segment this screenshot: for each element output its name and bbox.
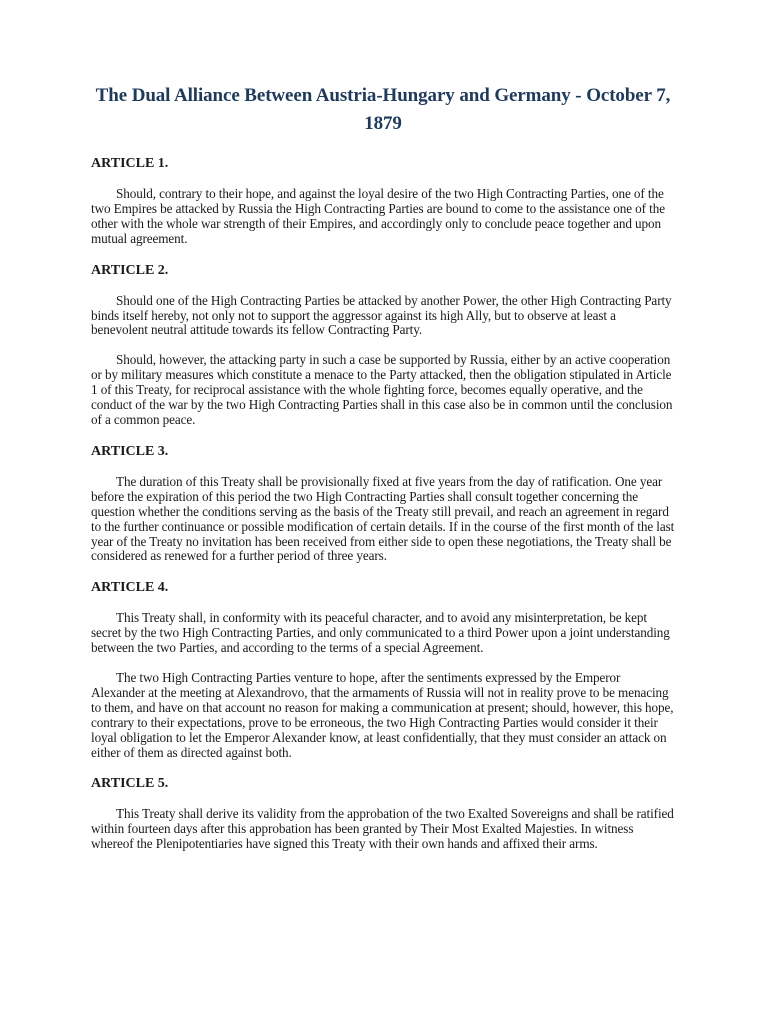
article-paragraph: Should, however, the attacking party in such a case be supported by Russia, either by an active cooperation or by military measures which constitute a menace to the Party attacked, then the obligation stipulated in Article 1 of this Treaty, for reciprocal assistance with the whole fighting force, becomes equally operative, and the conduct of the war by the two High Contracting Parties shall in this case also be in common until the conclusion of a common peace.	[91, 352, 673, 427]
article-1	[91, 155, 675, 247]
article-4	[91, 579, 675, 760]
article-paragraph: Should, contrary to their hope, and against the loyal desire of the two High Contracting Parties, one of the two Empires be attacked by Russia the High Contracting Parties are bound to come to the assistance one of the other with the whole war strength of their Empires, and accordingly only to conclude peace together and upon mutual agreement.	[91, 186, 665, 246]
article-paragraph: The two High Contracting Parties venture to hope, after the sentiments expressed by the Emperor Alexander at the meeting at Alexandrovo, that the armaments of Russia will not in reality prove to be menacing to them, and have on that account no reason for making a communication at present; should, however, this hope, contrary to their expectations, prove to be erroneous, the two High Contracting Parties would consider it their loyal obligation to let the Emperor Alexander know, at least confidentially, that they must consider an attack on either of them as directed against both.	[91, 670, 674, 760]
article-paragraph: Should one of the High Contracting Parties be attacked by another Power, the other High Contracting Party binds itself hereby, not only not to support the aggressor against its high Ally, but to observe at least a benevolent neutral attitude towards its fellow Contracting Party.	[91, 292, 672, 338]
document-title: The Dual Alliance Between Austria-Hungary and Germany - October 7, 1879	[95, 85, 671, 134]
article-2	[91, 262, 675, 428]
article-heading: ARTICLE 3.	[91, 443, 169, 459]
document-page	[91, 82, 675, 867]
article-paragraph: This Treaty shall derive its validity from the approbation of the two Exalted Sovereigns and shall be ratified within fourteen days after this approbation has been granted by Their Most Exalted Majesties. In witness whereof the Plenipotentiaries have signed this Treaty with their own hands and affixed their arms.	[91, 806, 674, 852]
article-heading: ARTICLE 4.	[91, 580, 169, 596]
article-paragraph: The duration of this Treaty shall be provisionally fixed at five years from the day of ratification. One year before the expiration of this period the two High Contracting Parties shall consult together concerning the question whether the conditions serving as the basis of the Treaty still prevail, and reach an agreement in regard to the further continuance or possible modification of certain details. If in the course of the first month of the last year of the Treaty no invitation has been received from either side to open these negotiations, the Treaty shall be considered as renewed for a further period of three years.	[91, 473, 675, 564]
article-paragraph: This Treaty shall, in conformity with its peaceful character, and to avoid any misinterpretation, be kept secret by the two High Contracting Parties, and only communicated to a third Power upon a joint understanding between the two Parties, and according to the terms of a special Agreement.	[91, 610, 670, 656]
article-heading: ARTICLE 2.	[91, 262, 169, 278]
article-5	[91, 775, 675, 852]
article-heading: ARTICLE 1.	[91, 156, 169, 171]
article-3	[91, 443, 675, 564]
article-heading: ARTICLE 5.	[91, 776, 169, 792]
